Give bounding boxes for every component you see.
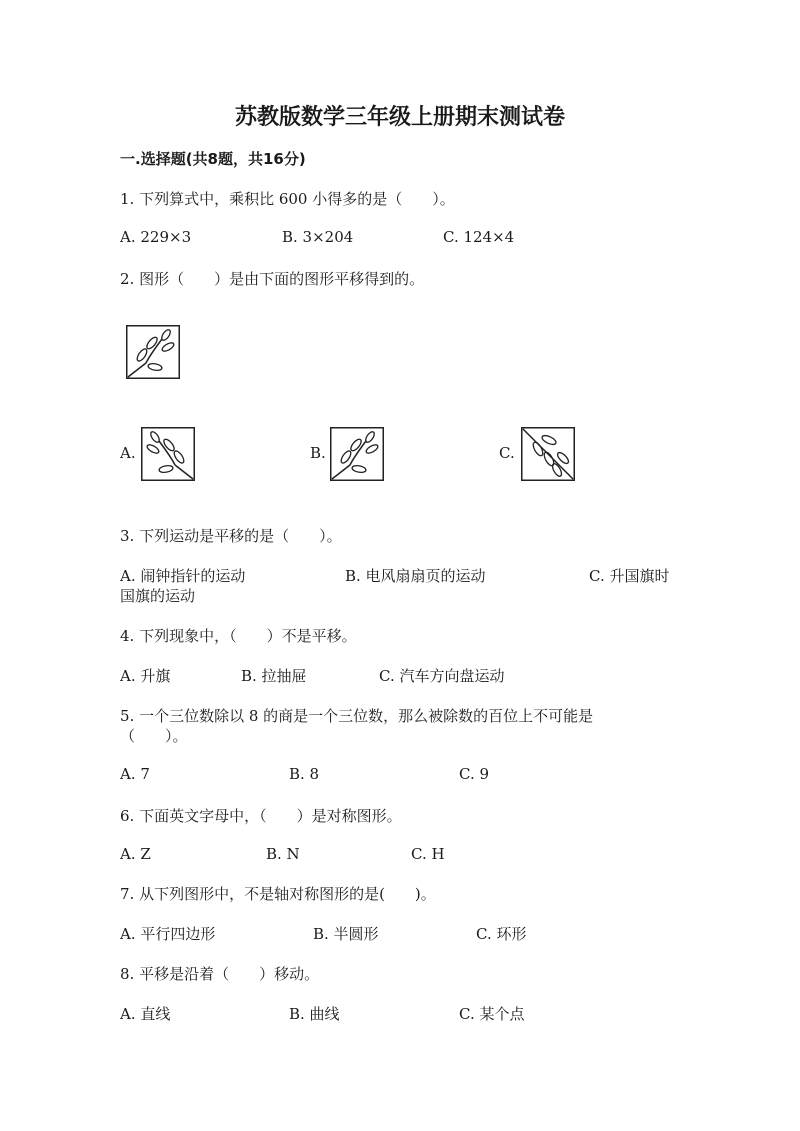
q4-option-a[interactable]: A. 升旗: [120, 667, 171, 685]
q3-option-c[interactable]: C. 升国旗时: [589, 567, 670, 585]
leaf-figure-original: [126, 325, 180, 379]
q8-option-c[interactable]: C. 某个点: [459, 1005, 525, 1023]
q1-option-c[interactable]: C. 124×4: [443, 228, 515, 246]
q3-option-b[interactable]: B. 电风扇扇页的运动: [345, 567, 486, 585]
leaf-figure-c[interactable]: [521, 427, 575, 481]
question-7: 7. 从下列图形中，不是轴对称图形的是( )。: [120, 885, 436, 903]
leaf-figure-a[interactable]: [141, 427, 195, 481]
question-3: 3. 下列运动是平移的是（ ）。: [120, 527, 342, 545]
q2-option-a[interactable]: A.: [120, 444, 136, 462]
page-title: 苏教版数学三年级上册期末测试卷: [234, 105, 565, 130]
question-4: 4. 下列现象中，（ ）不是平移。: [120, 627, 357, 645]
question-5-continued: （ ）。: [120, 727, 188, 745]
q6-option-a[interactable]: A. Z: [120, 845, 151, 863]
section-heading: 一.选择题(共8题，共16分): [120, 150, 306, 168]
q3-option-c-continued: 国旗的运动: [120, 587, 196, 605]
q4-option-b[interactable]: B. 拉抽屉: [241, 667, 307, 685]
q5-option-a[interactable]: A. 7: [120, 765, 150, 783]
q4-option-c[interactable]: C. 汽车方向盘运动: [379, 667, 505, 685]
q1-option-b[interactable]: B. 3×204: [282, 228, 354, 246]
q7-option-b[interactable]: B. 半圆形: [313, 925, 379, 943]
q8-option-a[interactable]: A. 直线: [120, 1005, 171, 1023]
leaf-figure-b[interactable]: [330, 427, 384, 481]
q6-option-c[interactable]: C. H: [411, 845, 445, 863]
q7-option-c[interactable]: C. 环形: [476, 925, 527, 943]
question-8: 8. 平移是沿着（ ）移动。: [120, 965, 320, 983]
q5-option-c[interactable]: C. 9: [459, 765, 490, 783]
q2-option-c[interactable]: C.: [499, 444, 515, 462]
q7-option-a[interactable]: A. 平行四边形: [120, 925, 216, 943]
q2-option-b[interactable]: B.: [310, 444, 326, 462]
question-5: 5. 一个三位数除以 8 的商是一个三位数，那么被除数的百位上不可能是: [120, 707, 594, 725]
question-1: 1. 下列算式中，乘积比 600 小得多的是（ ）。: [120, 190, 455, 208]
q1-option-a[interactable]: A. 229×3: [120, 228, 192, 246]
q8-option-b[interactable]: B. 曲线: [289, 1005, 340, 1023]
question-2: 2. 图形（ ）是由下面的图形平移得到的。: [120, 270, 425, 288]
q5-option-b[interactable]: B. 8: [289, 765, 320, 783]
q6-option-b[interactable]: B. N: [266, 845, 300, 863]
question-6: 6. 下面英文字母中，（ ）是对称图形。: [120, 807, 402, 825]
q3-option-a[interactable]: A. 闹钟指针的运动: [120, 567, 246, 585]
